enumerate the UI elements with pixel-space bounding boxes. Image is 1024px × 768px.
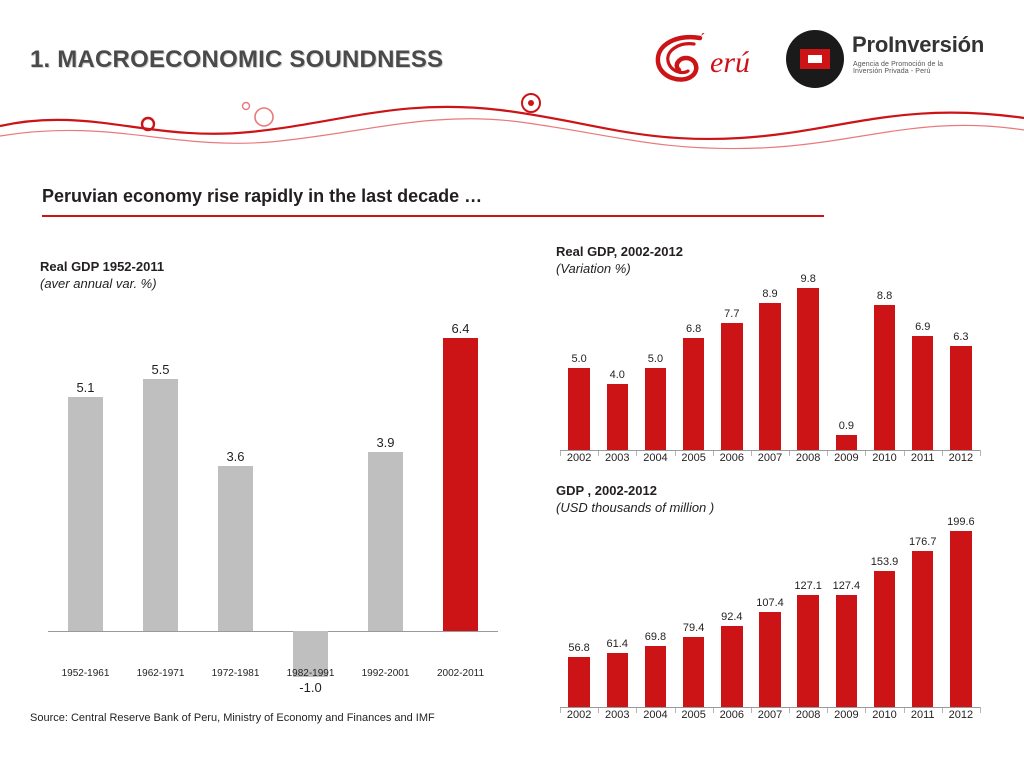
bar [721,626,742,707]
category-label: 2006 [719,709,745,721]
bar-value-label: 5.0 [571,352,587,365]
category-label: 2009 [834,452,859,464]
bar-value-label: 127.1 [794,580,822,593]
bar-value-label: 3.9 [376,435,395,451]
bar-value-label: 8.8 [876,289,893,302]
bar [797,595,818,707]
chart-real-gdp-2002-2012 [556,243,996,473]
proinversion-logo [784,28,985,92]
bar [721,323,742,450]
bar [568,368,589,451]
bar [607,653,628,707]
category-label: 2008 [795,452,821,464]
bar-value-label: 7.7 [724,307,740,320]
category-label: 2003 [605,709,630,721]
bar-value-label: 127.4 [832,579,861,592]
category-label: 2009 [834,709,859,721]
category-label: 2010 [872,452,897,464]
chart-bottom-right-header [556,482,714,516]
source-note: Source: Central Reserve Bank of Peru, Ministry of Economy and Finances and IMF [30,712,435,724]
subtitle-block [42,186,824,217]
category-label: 2004 [643,709,668,721]
category-label: 2007 [757,709,783,721]
category-axis-line [560,450,980,451]
category-label: 1972-1981 [211,668,260,679]
category-label: 2007 [757,452,783,464]
bar [797,288,818,450]
bar-value-label: 6.3 [953,331,969,344]
bar-value-label: -1.0 [299,680,322,696]
bar [645,646,666,707]
chart-left-category-axis [48,666,498,682]
svg-text:´: ´ [700,31,706,48]
category-label: 2005 [681,709,706,721]
bar [368,452,403,631]
chart-bottom-right-plot [560,516,980,707]
bar [759,612,780,707]
category-label: 2003 [605,452,630,464]
proinversion-mark-icon [784,28,846,90]
category-label: 2008 [795,709,821,721]
slide-subtitle: Peruvian economy rise rapidly in the last decade … [42,186,483,206]
bar-value-label: 61.4 [606,637,628,650]
bar-value-label: 6.8 [685,322,702,335]
category-label: 1992-2001 [361,668,410,679]
bar-value-label: 9.8 [800,273,816,286]
bar [443,338,478,632]
bar-value-label: 8.9 [762,288,778,301]
chart-gdp-2002-2012 [556,482,996,732]
category-label: 2010 [872,709,897,721]
bar-value-label: 176.7 [908,536,937,549]
bar-value-label: 79.4 [682,622,705,635]
category-label: 1952-1961 [61,668,110,679]
bar [568,657,589,707]
bar [950,531,971,707]
chart-left-plot [48,310,498,700]
bar [912,336,933,450]
bar [683,637,704,707]
bar-value-label: 0.9 [838,420,854,433]
chart-bottom-right-category-axis [560,707,980,725]
proinversion-wordmark: ProInversión [852,32,985,57]
bar-value-label: 3.6 [226,449,245,464]
category-label: 2012 [948,452,974,464]
bar-value-label: 153.9 [870,556,899,569]
chart-bottom-right-title: GDP , 2002-2012 [556,483,657,498]
bar [950,346,971,450]
category-label: 2012 [948,709,974,721]
category-label: 2002-2011 [436,668,485,679]
category-label: 2006 [719,452,745,464]
category-label: 2004 [643,452,668,464]
bar [836,595,857,707]
bar [645,368,666,451]
bar-value-label: 56.8 [568,641,590,654]
category-label: 2011 [910,709,935,721]
bar [143,379,178,631]
svg-text:erú: erú [710,46,750,79]
bar-value-label: 5.0 [647,352,664,365]
bar [874,305,895,450]
bar-value-label: 92.4 [721,610,743,623]
page-title: 1. MACROECONOMIC SOUNDNESS [30,46,444,73]
chart-real-gdp-1952-2011 [40,258,500,698]
category-label: 2002 [566,709,592,721]
bar [683,338,704,450]
bar [607,384,628,450]
chart-top-right-header [556,243,683,277]
bar-value-label: 69.8 [644,630,667,643]
decorative-swoosh [0,92,1024,150]
bar-value-label: 199.6 [947,516,975,529]
chart-left-header [40,258,164,292]
category-label: 1962-1971 [136,668,185,679]
bar [836,435,857,450]
chart-top-right-category-axis [560,450,980,468]
bar-value-label: 6.4 [451,320,470,336]
bar-value-label: 4.0 [609,369,625,381]
bar-value-label: 6.9 [915,321,931,334]
category-label: 2002 [566,452,592,464]
bar [874,571,895,707]
chart-baseline [48,631,498,632]
chart-top-right-plot [560,273,980,450]
bar [759,303,780,450]
category-label: 2005 [681,452,706,464]
chart-left-title: Real GDP 1952-2011 [40,259,165,274]
bar [218,466,253,631]
category-label: 1982-1991 [286,668,335,679]
chart-bottom-right-subtitle: (USD thousands of million ) [556,500,715,515]
slide-header [0,0,1024,150]
bar [68,397,103,631]
category-axis-line [560,707,980,708]
axis-tick [980,450,981,456]
bar-value-label: 5.5 [151,361,170,377]
peru-brand-logo [648,28,776,90]
proinversion-tagline: Agencia de Promoción de la Inversión Privada - Perú [853,61,944,75]
axis-tick [980,707,981,713]
category-label: 2011 [910,452,935,464]
bar [912,551,933,707]
bar-value-label: 5.1 [76,380,95,396]
bar-value-label: 107.4 [756,597,784,610]
chart-top-right-subtitle: (Variation %) [556,261,631,276]
subtitle-divider [42,215,824,217]
chart-top-right-title: Real GDP, 2002-2012 [556,244,683,259]
chart-left-subtitle: (aver annual var. %) [40,276,157,291]
